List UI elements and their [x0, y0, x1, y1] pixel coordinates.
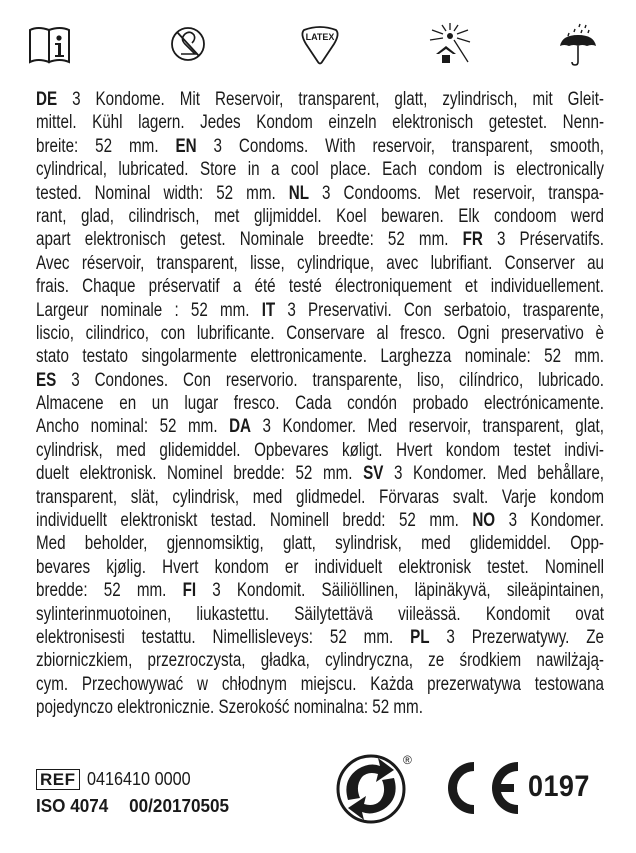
language-code: FR — [462, 229, 483, 251]
text-segment: Med beholder, gjennomsiktig, glatt, sylindrisk, med glidemiddel. Opp- — [36, 533, 604, 555]
text-segment: cylindrical, lubricated. Store in a cool place. Each condom is electronically — [36, 159, 604, 181]
text-segment: rant, glad, cilindrisch, met glijmiddel. Koel bewaren. Elk condoom werd — [36, 205, 604, 227]
language-code: PL — [410, 626, 430, 648]
consult-instructions-icon — [28, 22, 72, 66]
text-segment: 3 Kondomer. Med behållare, — [383, 463, 604, 485]
text-line — [36, 392, 604, 415]
ref-label: REF — [36, 769, 80, 790]
text-line — [36, 556, 604, 579]
text-line — [36, 579, 604, 602]
text-line-content — [36, 88, 604, 111]
text-segment: 3 Condones. Con reservorio. transparente, liso, cilíndrico, lubricado. — [56, 369, 605, 391]
text-line — [36, 158, 604, 181]
text-line-content — [36, 345, 604, 368]
language-code: DE — [36, 89, 58, 110]
text-segment: apart elektronisch getest. Nominale breedte: 52 mm. — [36, 229, 463, 251]
text-line-content — [36, 158, 604, 181]
text-line — [36, 299, 604, 322]
iso-standard: ISO 4074 — [36, 796, 109, 816]
text-segment: 3 Prezerwatywy. Ze — [429, 626, 604, 648]
text-line — [36, 649, 604, 672]
text-segment: 3 Preservativi. Con serbatoio, trasparente, — [275, 299, 604, 321]
keep-dry-icon — [558, 22, 598, 68]
text-line — [36, 111, 604, 134]
text-line — [36, 603, 604, 626]
text-segment: individuellt elektroniskt testad. Nominell bredd: 52 mm. — [36, 510, 473, 532]
text-line — [36, 486, 604, 509]
text-line — [36, 252, 604, 275]
text-segment: mittel. Kühl lagern. Jedes Kondom einzeln elektronisch getestet. Nenn- — [36, 112, 604, 134]
text-line — [36, 439, 604, 462]
text-segment: 3 Kondomit. Säiliöllinen, läpinäkyvä, sileäpintainen, — [196, 580, 605, 602]
text-segment: breite: 52 mm. — [36, 135, 176, 157]
text-segment: transparent, slät, cylindrisk, med glidmedel. Förvaras svalt. Varje kondom — [36, 486, 604, 508]
text-segment: 3 Préservatifs. — [482, 229, 604, 251]
text-segment: 3 Kondome. Mit Reservoir, transparent, glatt, zylindrisch, mit Gleit- — [57, 89, 604, 110]
text-line — [36, 135, 604, 158]
text-line — [36, 673, 604, 696]
text-line-content — [36, 649, 604, 672]
text-segment: pojedynczo elektronicznie. Szerokość nominalna: 52 mm. — [36, 697, 423, 719]
text-line-content — [36, 182, 604, 205]
language-code: NL — [288, 182, 310, 204]
registered-mark: ® — [403, 753, 412, 767]
text-line — [36, 696, 604, 719]
text-line — [36, 88, 604, 111]
text-segment: Ancho nominal: 52 mm. — [36, 416, 230, 438]
text-segment: elektronisesti testattu. Nimellisleveys: 52 mm. — [36, 626, 411, 648]
text-line — [36, 415, 604, 438]
text-segment: Almacene en un lugar fresco. Cada condón probado electrónicamente. — [36, 393, 604, 415]
text-segment: bredde: 52 mm. — [36, 580, 183, 602]
text-segment: Largeur nominale : 52 mm. — [36, 299, 262, 321]
iso-row — [36, 796, 229, 817]
text-segment: 3 Condooms. Met reservoir, transpa- — [309, 182, 604, 204]
text-line-content — [36, 696, 423, 719]
text-segment: frais. Chaque préservatif a été testé électroniquement et individuellement. — [36, 276, 604, 298]
text-line-content — [36, 322, 604, 345]
text-line-content — [36, 532, 604, 555]
text-segment: duelt elektronisk. Nominel bredde: 52 mm. — [36, 463, 364, 485]
text-line-content — [36, 392, 604, 415]
text-segment: 3 Kondomer. Med reservoir, transparent, glat, — [251, 416, 604, 438]
text-line — [36, 509, 604, 532]
text-segment: tested. Nominal width: 52 mm. — [36, 182, 289, 204]
text-line — [36, 345, 604, 368]
text-line-content — [36, 626, 604, 649]
reference-row — [36, 767, 239, 791]
latex-label: LATEX — [305, 32, 335, 42]
ref-number: 0416410 0000 — [86, 768, 191, 789]
language-code: IT — [261, 299, 276, 321]
text-segment: zbiorniczkiem, przezroczysta, gładka, cylindryczna, ze środkiem nawilżają- — [36, 650, 604, 672]
text-line — [36, 275, 604, 298]
text-segment: cylindrisk, med glidemiddel. Opbevares køligt. Hvert kondom testet indivi- — [36, 439, 604, 461]
text-line-content — [36, 111, 604, 134]
multilingual-description — [36, 88, 604, 720]
text-line — [36, 532, 604, 555]
text-line-content — [36, 509, 604, 532]
green-dot-recycling-icon — [336, 754, 406, 824]
text-segment: liscio, cilindrico, con lubrificante. Conservare al fresco. Ogni preservativo è — [36, 322, 604, 344]
text-segment: Avec réservoir, transparent, lisse, cylindrique, avec lubrifiant. Conserver au — [36, 252, 604, 274]
text-segment: stato testato singolarmente elettronicamente. Larghezza nominale: 52 mm. — [36, 346, 604, 368]
text-segment: 3 Condoms. With reservoir, transparent, smooth, — [196, 135, 605, 157]
text-segment: 3 Kondomer. — [495, 510, 604, 532]
language-code: ES — [36, 369, 57, 391]
lot-code: 00/20170505 — [129, 796, 230, 816]
text-line-content — [36, 439, 604, 462]
text-line-content — [36, 205, 604, 228]
text-segment: cym. Przechowywać w chłodnym miejscu. Każda prezerwatywa testowana — [36, 673, 604, 695]
text-line-content — [36, 275, 604, 298]
text-line — [36, 626, 604, 649]
text-line-content — [36, 579, 604, 602]
product-codes — [36, 767, 239, 817]
text-line-content — [36, 673, 604, 696]
text-line-content — [36, 299, 604, 322]
language-code: EN — [175, 135, 197, 157]
text-line-content — [36, 415, 604, 438]
notified-body-number: 0197 — [528, 770, 590, 803]
text-line — [36, 182, 604, 205]
language-code: DA — [229, 416, 252, 438]
text-line — [36, 322, 604, 345]
text-segment: bevares kjølig. Hvert kondom er individuelt elektronisk testet. Nominell — [36, 556, 604, 578]
text-line-content — [36, 228, 604, 251]
text-line-content — [36, 556, 604, 579]
keep-away-from-sunlight-icon — [426, 22, 474, 70]
language-code: NO — [472, 510, 496, 532]
text-line-content — [36, 369, 604, 392]
latex-icon — [298, 22, 342, 66]
text-line — [36, 462, 604, 485]
symbol-row — [0, 0, 636, 80]
text-line-content — [36, 252, 604, 275]
language-code: FI — [182, 580, 197, 602]
text-segment: sylinterinmuotoinen, liukastettu. Säilytettävä viileässä. Kondomit ovat — [36, 603, 604, 625]
text-line — [36, 228, 604, 251]
text-line — [36, 369, 604, 392]
language-code: SV — [363, 463, 384, 485]
text-line-content — [36, 603, 604, 626]
ce-mark-icon — [444, 758, 528, 818]
text-line-content — [36, 486, 604, 509]
text-line-content — [36, 462, 604, 485]
do-not-reuse-icon — [168, 22, 208, 66]
text-line — [36, 205, 604, 228]
text-line-content — [36, 135, 604, 158]
